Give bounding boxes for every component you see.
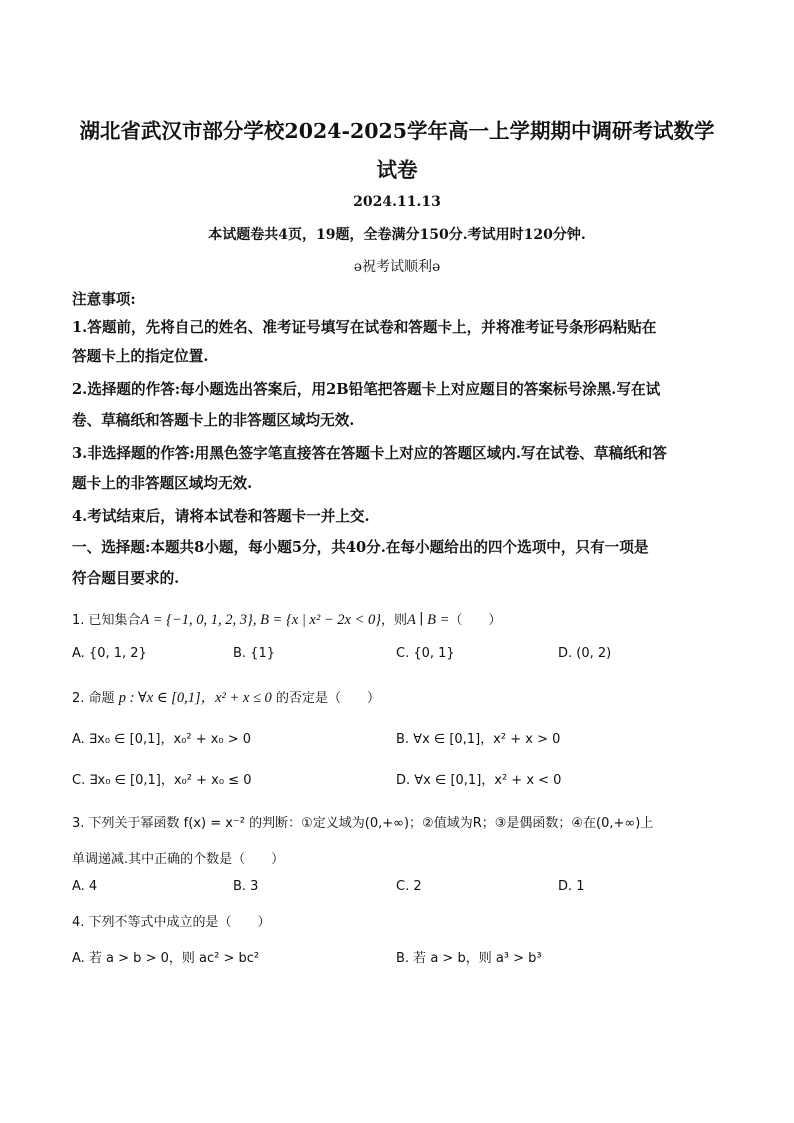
- note-line: 卷、草稿纸和答题卡上的非答题区域均无效.: [72, 412, 355, 429]
- note-line: 1.答题前，先将自己的姓名、准考证号填写在试卷和答题卡上，并将准考证号条形码粘贴在: [72, 319, 657, 336]
- q2-option-b: B. ∀x ∈ [0,1]，x² + x > 0: [396, 732, 561, 747]
- question-3-stem-cont: 单调递减.其中正确的个数是（ ）: [72, 852, 285, 867]
- q1-option-b: B. {1}: [233, 646, 275, 661]
- q1-set-a: A = {−1, 0, 1, 2, 3}: [140, 612, 253, 628]
- q1-prefix: 1. 已知集合: [72, 613, 141, 628]
- question-4-stem: 4. 下列不等式中成立的是（ ）: [72, 915, 271, 930]
- question-3-stem: 3. 下列关于幂函数 f(x) = x⁻² 的判断：①定义域为(0,+∞)；②值域为R；③是偶函数；④在(0,+∞)上: [72, 816, 654, 831]
- q4-option-b: B. 若 a > b，则 a³ > b³: [396, 951, 542, 966]
- q3-option-b: B. 3: [233, 879, 259, 894]
- section-heading: 一、选择题:本题共8小题，每小题5分，共40分.在每小题给出的四个选项中，只有一项是: [72, 539, 649, 556]
- q3-option-d: D. 1: [558, 879, 585, 894]
- note-line: 3.非选择题的作答:用黑色签字笔直接答在答题卡上对应的答题区域内.写在试卷、草稿纸和答: [72, 445, 667, 462]
- note-line: 答题卡上的指定位置.: [72, 348, 209, 365]
- q1-expr: A ∣ B =: [407, 612, 450, 628]
- notes-heading: 注意事项:: [72, 291, 136, 308]
- question-2-stem: [72, 686, 380, 707]
- q2-prefix: 2. 命题: [72, 691, 115, 706]
- exam-info: 本试题卷共4页，19题，全卷满分150分.考试用时120分钟.: [208, 227, 586, 243]
- question-1-stem: [72, 609, 501, 629]
- q3-option-a: A. 4: [72, 879, 98, 894]
- q4-option-a: A. 若 a > b > 0，则 ac² > bc²: [72, 951, 260, 966]
- q1-option-a: A. {0, 1, 2}: [72, 646, 147, 661]
- paper-title-line1: 湖北省武汉市部分学校2024-2025学年高一上学期期中调研考试数学: [79, 119, 715, 143]
- q1-paren: （ ）: [449, 613, 502, 628]
- q2-option-c: C. ∃x₀ ∈ [0,1]，x₀² + x₀ ≤ 0: [72, 773, 252, 788]
- section-heading-cont: 符合题目要求的.: [72, 570, 180, 587]
- q2-tail: 的否定是（ ）: [275, 691, 380, 706]
- q2-statement: p : ∀x ∈ [0,1]，x² + x ≤ 0: [118, 690, 272, 706]
- exam-date: 2024.11.13: [353, 194, 441, 210]
- note-line: 题卡上的非答题区域均无效.: [72, 475, 253, 492]
- paper-title-line2: 试卷: [376, 158, 418, 182]
- q1-set-b: , B = {x | x² − 2x < 0}: [252, 612, 382, 628]
- q2-option-d: D. ∀x ∈ [0,1]，x² + x < 0: [396, 773, 562, 788]
- q1-tail: ，则: [381, 613, 408, 628]
- q1-option-d: D. (0, 2): [558, 646, 612, 661]
- exam-wish: ə祝考试顺利ə: [353, 259, 441, 275]
- q2-option-a: A. ∃x₀ ∈ [0,1]，x₀² + x₀ > 0: [72, 732, 252, 747]
- note-line: 4.考试结束后，请将本试卷和答题卡一并上交.: [72, 508, 370, 525]
- q1-option-c: C. {0, 1}: [396, 646, 455, 661]
- note-line: 2.选择题的作答:每小题选出答案后，用2B铅笔把答题卡上对应题目的答案标号涂黑.写在试: [72, 381, 661, 398]
- q3-option-c: C. 2: [396, 879, 422, 894]
